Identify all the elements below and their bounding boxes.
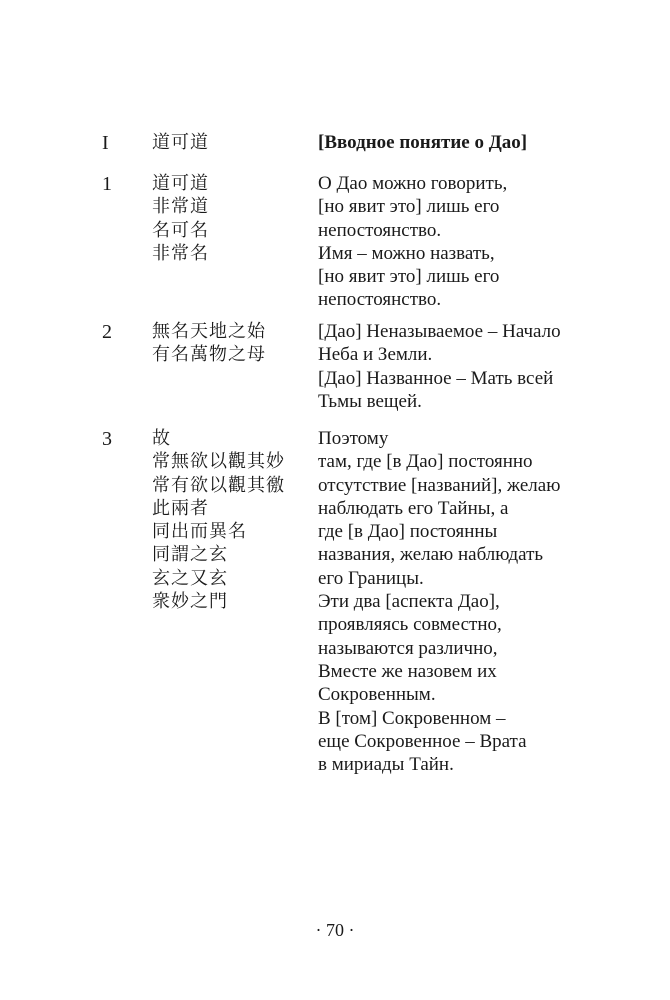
- translation-line: проявляясь совместно,: [318, 614, 502, 636]
- chinese-line: 無名天地之始: [152, 321, 266, 342]
- section-number: 3: [102, 428, 112, 450]
- translation-text: [318, 172, 618, 312]
- translation-line: называются различно,: [318, 637, 498, 659]
- translation-line: В [том] Сокровенном –: [318, 707, 506, 729]
- translation-line: [Дао] Неназываемое – Начало: [318, 321, 561, 342]
- chinese-text: [152, 172, 209, 265]
- translation-line: непостоянство.: [318, 219, 442, 241]
- translation-line: там, где [в Дао] постоянно: [318, 451, 533, 473]
- translation-line: в мириады Тайн.: [318, 754, 454, 776]
- translation-line: Эти два [аспекта Дао],: [318, 591, 500, 613]
- chinese-line: 道可道: [152, 173, 209, 194]
- chinese-text: [152, 131, 209, 154]
- translation-line: еще Сокровенное – Врата: [318, 730, 527, 752]
- translation-line: Имя – можно назвать,: [318, 242, 495, 264]
- translation-line: Сокровенным.: [318, 684, 436, 706]
- translation-line: его Границы.: [318, 567, 424, 589]
- chinese-line: 同出而異名: [152, 521, 247, 543]
- translation-line: [Дао] Названное – Мать всей: [318, 367, 554, 389]
- chinese-line: 非常道: [152, 196, 209, 218]
- section-heading: [0, 131, 670, 161]
- section-number: 1: [102, 173, 112, 195]
- chinese-line: 衆妙之門: [152, 591, 228, 613]
- section-1: [0, 172, 670, 322]
- translation-line: Неба и Земли.: [318, 344, 433, 366]
- translation-text: [318, 320, 618, 413]
- translation-line: Поэтому: [318, 428, 389, 449]
- translation-text: [318, 427, 618, 776]
- section-number: 2: [102, 321, 112, 343]
- chinese-line: 名可名: [152, 219, 209, 241]
- section-number: I: [102, 132, 109, 154]
- chinese-line: 常無欲以觀其妙: [152, 451, 285, 473]
- translation-line: О Дао можно говорить,: [318, 173, 508, 194]
- translation-line: Вместе же назовем их: [318, 660, 497, 682]
- chinese-line: 同謂之玄: [152, 544, 228, 566]
- chinese-line: 非常名: [152, 242, 209, 264]
- page-number: · 70 ·: [315, 920, 355, 940]
- translation-line: [но явит это] лишь его: [318, 266, 500, 288]
- translation-line: непостоянство.: [318, 289, 442, 311]
- section-2: [0, 320, 670, 420]
- translation-line: [но явит это] лишь его: [318, 196, 500, 218]
- translation-line: Тьмы вещей.: [318, 390, 422, 412]
- translation-line: наблюдать его Тайны, а: [318, 497, 509, 519]
- translation-line: названия, желаю наблюдать: [318, 544, 544, 566]
- section-3: [0, 427, 670, 787]
- chinese-text: [152, 320, 266, 367]
- translation-line: отсутствие [названий], желаю: [318, 474, 561, 496]
- section-title: [318, 131, 618, 154]
- translation-line: где [в Дао] постоянны: [318, 521, 498, 543]
- chinese-line: 常有欲以觀其徼: [152, 474, 285, 496]
- chinese-text: [152, 427, 285, 613]
- chinese-line: 此兩者: [152, 497, 209, 519]
- chinese-line: 玄之又玄: [152, 567, 228, 589]
- chinese-line: 道可道: [152, 132, 209, 153]
- translation-line: [Вводное понятие о Дао]: [318, 132, 528, 153]
- chinese-line: 有名萬物之母: [152, 344, 266, 366]
- chinese-line: 故: [152, 428, 171, 449]
